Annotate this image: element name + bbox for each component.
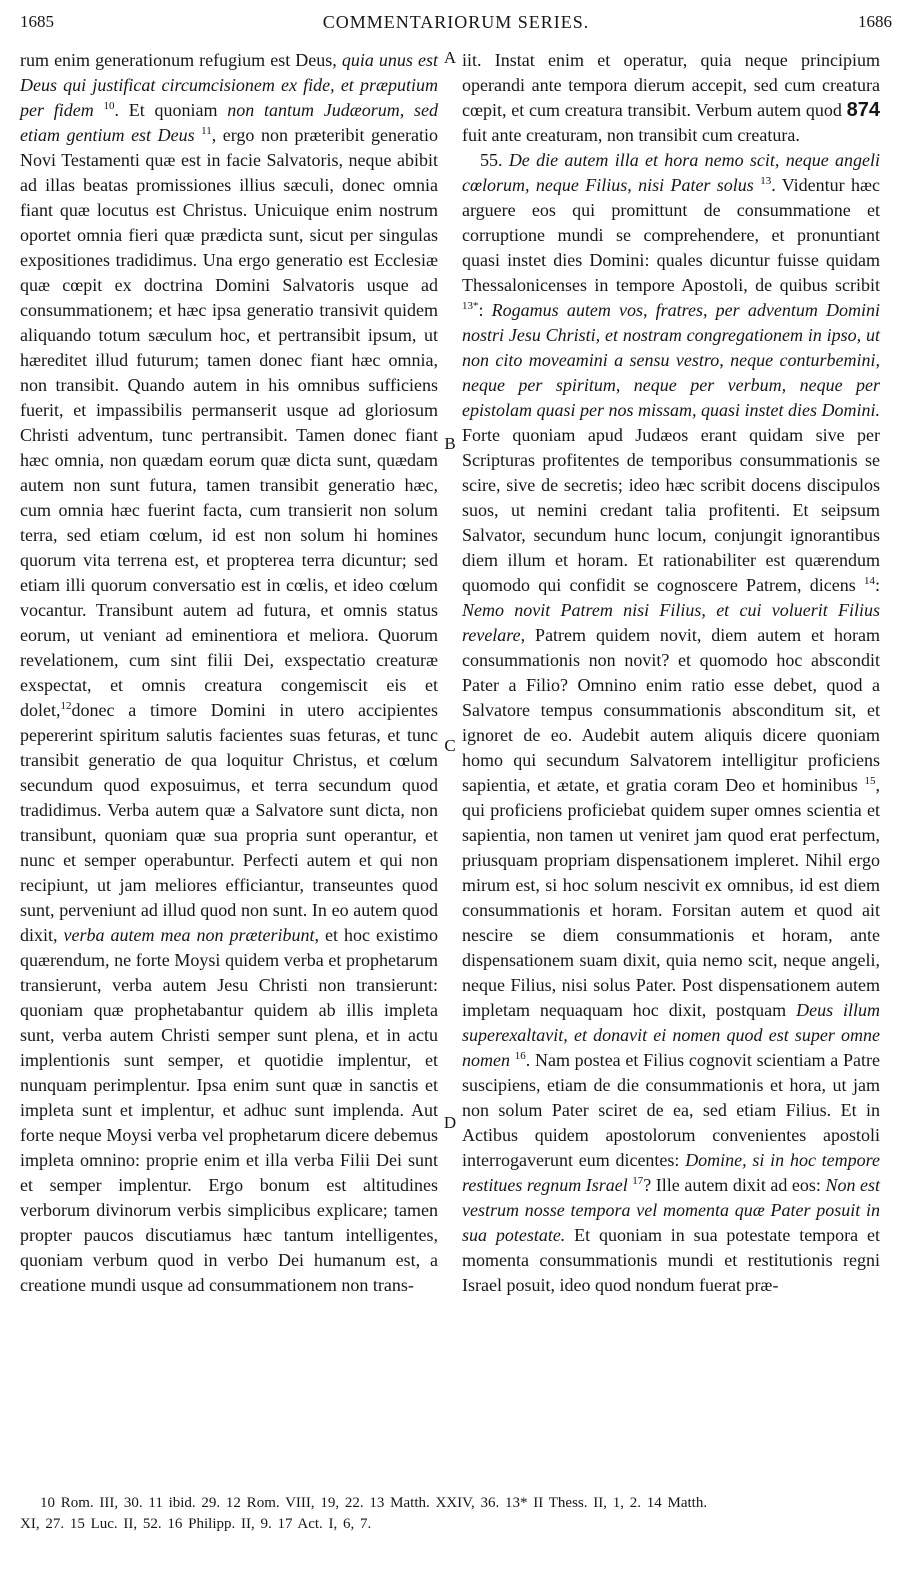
- right-paragraph-1: iit. Instat enim et operatur, quia neque principium operandi ante tempora dierum accepit, sed cum creatura cœpit, et cum creatura transibit. Verbum autem quod 874 fuit ante creaturam, non transibit cum creatura.: [462, 50, 880, 145]
- footnote-ref: 16: [514, 1050, 526, 1062]
- footnote-ref: 13*: [462, 300, 479, 312]
- margin-letter-b: B: [444, 434, 456, 453]
- right-column: [462, 48, 880, 1298]
- margin-letter-a: A: [443, 48, 457, 67]
- footnote-ref: 14: [863, 575, 875, 587]
- right-paragraph-2: 55. De die autem illa et hora nemo scit, neque angeli cœlorum, neque Filius, nisi Pater solus $^{13}$. Videntur hæc arguere eos qui promittunt de consummatione et corruptione mundi se comprehendere, et pronuntiant quasi instet dies Domini: quales dicuntur fuisse quidam Thessalonicenses in tempore Apostoli, de quibus scribit $^{13*}$: Rogamus autem vos, fratres, per adventum Domini nostri Jesu Christi, et nostram congregationem in ipso, ut non cito moveamini a sensu vestro, neque conturbemini, neque per spiritum, neque per verbum, neque per epistolam quasi per nos missam, quasi instet dies Domini. Forte quoniam apud Judæos erant quidam sive per Scripturas profitentes de temporibus consummationis se scire, sive de secretis; ideo hæc scribit docens discipulos suos, ut nemini credant talia profitenti. Et seipsum Salvator, secundum hunc locum, conjungit ignorantibus diem illum et horam. Et rationabiliter est quærendum quomodo qui confidit se cognoscere Patrem, dicens $^{14}$: Nemo novit Patrem nisi Filius, et cui voluerit Filius revelare, Patrem quidem novit, diem autem et horam consummationis non novit? et quomodo hoc abscondit Pater a Filio? Omnino enim ratio esse debet, quod a Salvatore tempus consummationis absconditum sit, et ignoret de eo. Audebit autem aliquis dicere quoniam homo qui secundum Salvatorem intelligitur proficiens sapientia, et ætate, et gratia coram Deo et hominibus $^{15}$, qui proficiens proficiebat quidem super omnes scientia et sapientia, non tamen ut veniret jam quod erat perfectum, priusquam propriam dispensationem impleret. Nihil ergo mirum est, si hoc solum nescivit ex omnibus, id est diem consummationis et horam. Forsitan autem et quod ait nescire se diem consummationis et horam, ante dispensationem suam dixit, quia nemo scit, neque angeli, neque Filius, nisi solus Pater. Post dispensationem autem impletam nequaquam hoc dixit, postquam Deus illum superexaltavit, et donavit ei nomen quod est super omne nomen $^{16}$. Nam postea et Filius cognovit scientiam a Patre suscipiens, etiam de die consummationis et hora, ut jam non solum Pater sciret de ea, sed etiam Filius. Et in Actibus quidem apostolorum convenientes apostoli interrogaverunt eum dicentes: Domine, si in hoc tempore restitues regnum Israel $^{17}$? Ille autem dixit ad eos: Non est vestrum nosse tempora vel momenta quæ Pater posuit in sua potestate. Et quoniam in sua potestate tempora et momenta consummationis mundi et restitutionis regni Israel posuit, ideo quod nondum fuerat præ-: [462, 150, 881, 1295]
- running-title: COMMENTARIORUM SERIES.: [322, 12, 590, 32]
- footnote-ref: 10: [103, 100, 115, 112]
- footnote-ref: 13: [760, 175, 772, 187]
- footnote-line-2: XI, 27. 15 Luc. II, 52. 16 Philipp. II, 9. 17 Act. I, 6, 7.: [20, 1516, 372, 1532]
- footnote-ref: 15: [864, 775, 876, 787]
- footnotes: [20, 1493, 892, 1535]
- footnote-ref: 17: [632, 1175, 644, 1187]
- footnote-ref: 12: [60, 700, 72, 712]
- margin-letter-d: D: [443, 1113, 457, 1132]
- footnote-ref: 11: [201, 125, 212, 137]
- left-column: [20, 48, 438, 1298]
- running-header: [20, 6, 892, 36]
- left-paragraph: rum enim generationum refugium est Deus, quia unus est Deus qui justificat circumcisionem ex fide, et præputium per fidem $^{10}$. Et quoniam non tantum Judæorum, sed etiam gentium est Deus $^{11}$, ergo non præteribit generatio Novi Testamenti quæ est in facie Salvatoris, neque abibit ad illas beatas promissiones illius sæculi, donec omnia fiant quæ locutus est Christus. Unicuique enim nostrum oportet omnia fieri quæ prædicta sunt, sicut per singulas expositiones tradidimus. Una ergo generatio est Ecclesiæ quæ cœpit ex doctrina Domini Salvatoris usque ad consummationem; et hæc ipsa generatio transivit quidem aliquando totum sæculum hoc, et pertransibit ipsum, ut hæreditet illud futurum; tamen donec fiant hæc omnia, non transibit. Quando autem in his omnibus sufficiens fuerit, et impassibilis permanserit usque ad gloriosum Christi adventum, tunc pertransibit. Tamen donec fiant hæc omnia, non quædam eorum quæ dicta sunt, quædam autem non sunt futura, tamen transibit generatio hæc, cum omnia hæc fuerint facta, cum transierit non solum terra, sed etiam cœlum, id est non solum hi homines quorum vita terrena est, et propterea terra dicuntur; sed etiam illi quorum conversatio est in cœlis, et ideo cœlum vocantur. Transibunt autem ad futura, et omnis status eorum, ut veniant ad eminentiora et meliora. Quorum revelationem, cum sint filii Dei, exspectatio creaturæ exspectat, et omnis creatura congemiscit eis et dolet,$^{12}$donec a timore Domini in utero accipientes pepererint spiritum salutis facientes suas feturas, et tunc transibit generatio de qua loquitur Christus, et cœlum secundum quod exposuimus, et terra secundum quod tradidimus. Verba autem quæ a Salvatore sunt dicta, non transibunt, quoniam quæ sua propria sunt operantur, et nunc et semper operabuntur. Perfecti autem et qui non recipiunt, ut jam meliores efficiantur, transeuntes quod sunt, perveniunt ad illud quod non sunt. In eo autem quod dixit, verba autem mea non præteribunt, et hoc existimo quærendum, ne forte Moysi quidem verba et prophetarum transierunt, verba autem Jesu Christi non transierunt: quoniam quæ prophetabantur quidem ab illis impleta sunt, verba autem Christi semper sunt plena, et in actu implentionis sunt semper, et quotidie implentur, et nunquam perimplentur. Ipsa enim sunt quæ in sanctis et impleta sunt et implentur, et adhuc sunt implenda. Aut forte neque Moysi verba vel prophetarum dicere debemus impleta omnino: proprie enim et illa verba Filii Dei sunt et semper implentur. Ergo bonum est altitudines verborum divinorum verbis simplicibus explicare; tamen propter paucos discutiamus hæc tantum intelligentes, quoniam verbum quod in verbo Dei humanum est, a creatione mundi usque ad consummationem non trans-: [20, 50, 439, 1295]
- footnote-line-1: 10 Rom. III, 30. 11 ibid. 29. 12 Rom. VIII, 19, 22. 13 Matth. XXIV, 36. 13* II Thess. II, 1, 2. 14 Matth.: [40, 1495, 708, 1511]
- margin-letter-c: C: [444, 736, 456, 755]
- marginal-column-number: 874: [846, 99, 880, 121]
- page-number-left: 1685: [20, 12, 54, 31]
- page-number-right: 1686: [858, 12, 892, 31]
